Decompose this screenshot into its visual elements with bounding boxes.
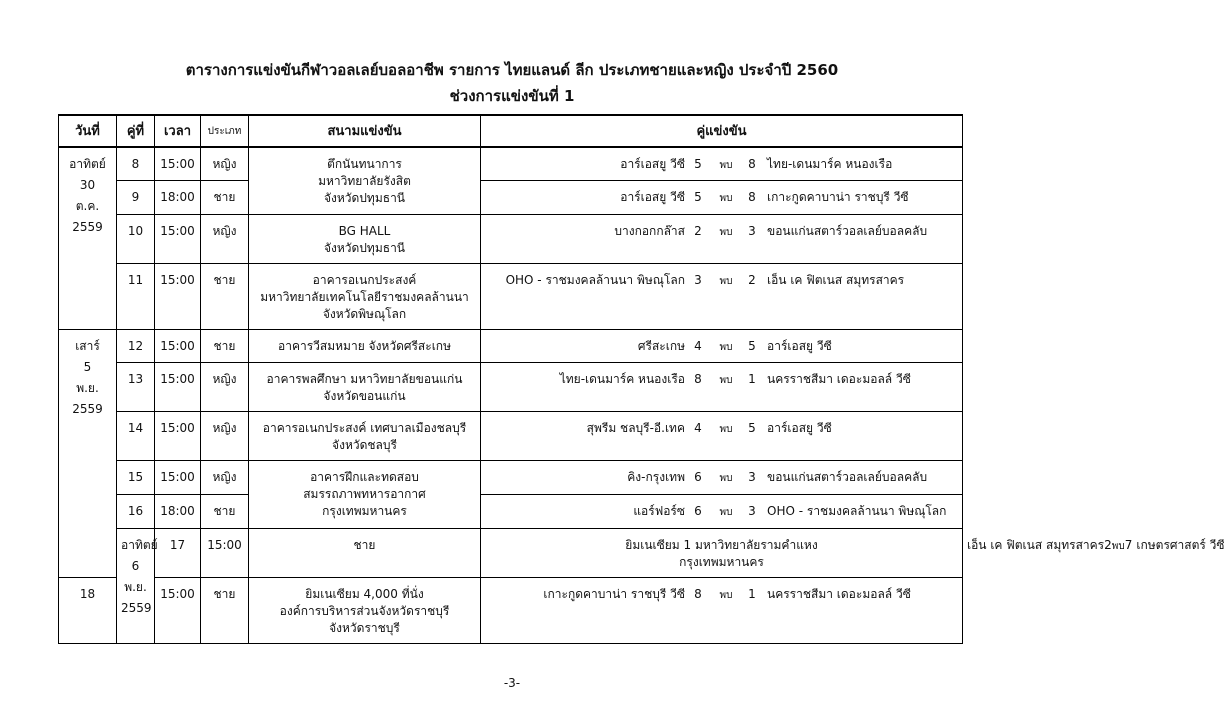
team-a: อาร์เอสยู วีซี <box>620 189 685 204</box>
match-gender: ชาย <box>201 494 249 528</box>
score-a: 6 <box>694 469 702 484</box>
table-row <box>59 494 963 528</box>
team-a: แอร์ฟอร์ซ <box>633 503 685 518</box>
score-a: 4 <box>694 420 702 435</box>
venue-line: จังหวัดราชบุรี <box>329 620 400 635</box>
venue-cell <box>249 329 481 362</box>
venue-line: จังหวัดขอนแก่น <box>323 388 406 403</box>
venue-line: มหาวิทยาลัยรังสิต <box>318 174 411 188</box>
page-number: -3- <box>503 676 521 690</box>
score-b: 1 <box>748 586 756 601</box>
match-cell <box>481 577 963 643</box>
venue-line: สมรรถภาพทหารอากาศ <box>303 486 426 501</box>
score-b: 5 <box>748 338 756 353</box>
venue-line: ยิมเนเซียม 1 มหาวิทยาลัยรามคำแหง <box>625 537 818 552</box>
match-gender: หญิง <box>201 460 249 494</box>
score-a: 5 <box>694 189 702 204</box>
pair-number: 18 <box>59 577 117 643</box>
header-venue: สนามแข่งขัน <box>249 115 481 147</box>
vs-label: พบ <box>719 341 733 353</box>
match-time: 18:00 <box>155 180 201 214</box>
score-a: 5 <box>694 157 702 171</box>
venue-cell <box>249 362 481 411</box>
match-time: 15:00 <box>155 214 201 263</box>
pair-number: 16 <box>117 494 155 528</box>
venue-cell <box>249 147 481 214</box>
day-cell <box>59 147 117 329</box>
team-b: อาร์เอสยู วีซี <box>767 420 832 435</box>
match-cell <box>481 214 963 263</box>
match-cell <box>481 263 963 329</box>
team-b: เกาะกูดคาบาน่า ราชบุรี วีซี <box>767 189 909 204</box>
venue-cell <box>249 214 481 263</box>
match-time: 15:00 <box>155 329 201 362</box>
match-time: 15:00 <box>155 577 201 643</box>
venue-line: ตึกนันทนาการ <box>327 157 402 171</box>
team-a: ศรีสะเกษ <box>637 338 685 353</box>
header-gender: ประเภท <box>201 115 249 147</box>
day-month: พ.ย. <box>76 380 99 395</box>
header-pair: คู่ที่ <box>117 115 155 147</box>
venue-line: องค์การบริหารส่วนจังหวัดราชบุรี <box>279 603 450 618</box>
day-year: 2559 <box>121 600 152 615</box>
score-a: 8 <box>694 371 702 386</box>
score-b: 2 <box>748 272 756 287</box>
day-weekday: อาทิตย์ <box>69 157 106 171</box>
day-year: 2559 <box>72 401 103 416</box>
match-cell <box>481 147 963 180</box>
match-cell <box>481 460 963 494</box>
match-time: 15:00 <box>155 263 201 329</box>
team-a: บางกอกกล๊าส <box>614 223 685 238</box>
vs-label: พบ <box>719 160 733 171</box>
venue-cell <box>481 528 963 577</box>
score-b: 3 <box>748 469 756 484</box>
match-time: 18:00 <box>155 494 201 528</box>
match-gender: ชาย <box>201 263 249 329</box>
team-a: OHO - ราชมงคลล้านนา พิษณุโลก <box>505 272 685 287</box>
vs-label: พบ <box>719 423 733 435</box>
score-a: 8 <box>694 586 702 601</box>
day-month: พ.ย. <box>124 579 147 594</box>
match-gender: หญิง <box>201 411 249 460</box>
match-cell <box>481 494 963 528</box>
header-time: เวลา <box>155 115 201 147</box>
pair-number: 17 <box>155 528 201 577</box>
score-a: 3 <box>694 272 702 287</box>
venue-line: จังหวัดชลบุรี <box>332 437 397 452</box>
match-time: 15:00 <box>155 460 201 494</box>
match-cell <box>481 329 963 362</box>
match-time: 15:00 <box>155 411 201 460</box>
table-row <box>59 362 963 411</box>
venue-line: จังหวัดพิษณุโลก <box>322 306 407 321</box>
day-date: 5 <box>83 359 92 374</box>
day-weekday: อาทิตย์ <box>121 537 158 552</box>
pair-number: 8 <box>117 147 155 180</box>
venue-line: จังหวัดปทุมธานี <box>323 240 406 255</box>
vs-label: พบ <box>719 275 733 287</box>
vs-label: พบ <box>719 226 733 238</box>
team-b: เอ็น เค ฟิตเนส สมุทรสาคร <box>767 272 905 287</box>
score-b: 5 <box>748 420 756 435</box>
match-gender: หญิง <box>201 214 249 263</box>
venue-cell <box>249 411 481 460</box>
team-a: เอ็น เค ฟิตเนส สมุทรสาคร <box>967 537 1105 552</box>
score-b: 7 <box>1124 537 1133 552</box>
team-a: สุพรีม ชลบุรี-อี.เทค <box>586 420 685 435</box>
day-month: ต.ค. <box>75 199 100 213</box>
table-header-row <box>59 115 963 147</box>
document-title: ตารางการแข่งขันกีฬาวอลเลย์บอลอาชีพ รายการ ไทยแลนด์ ลีก ประเภทชายและหญิง ประจำปี 2560 <box>185 61 839 79</box>
venue-line: อาคารพลศึกษา มหาวิทยาลัยขอนแก่น <box>266 371 463 386</box>
score-a: 2 <box>1104 537 1112 552</box>
pair-number: 11 <box>117 263 155 329</box>
vs-label: พบ <box>719 374 733 386</box>
score-a: 6 <box>694 503 702 518</box>
match-gender: ชาย <box>201 180 249 214</box>
day-date: 30 <box>79 178 96 192</box>
table-row <box>59 329 963 362</box>
team-a: อาร์เอสยู วีซี <box>620 157 685 171</box>
venue-line: ยิมเนเซียม 4,000 ที่นั่ง <box>305 586 424 601</box>
venue-line: อาคารอเนกประสงค์ <box>312 272 417 287</box>
score-b: 8 <box>748 157 756 171</box>
team-b: นครราชสีมา เดอะมอลล์ วีซี <box>767 586 911 601</box>
score-b: 1 <box>748 371 756 386</box>
team-a: คิง-กรุงเทพ <box>627 469 685 484</box>
table-row <box>59 577 963 643</box>
day-weekday: เสาร์ <box>75 338 100 353</box>
table-row <box>59 460 963 494</box>
team-b: OHO - ราชมงคลล้านนา พิษณุโลก <box>767 503 947 518</box>
score-a: 2 <box>694 223 702 238</box>
score-a: 4 <box>694 338 702 353</box>
venue-line: จังหวัดปทุมธานี <box>323 191 406 205</box>
team-b: เกษตรศาสตร์ วีซี <box>1136 537 1225 552</box>
match-gender: ชาย <box>249 528 481 577</box>
venue-line: อาคารวีสมหมาย จังหวัดศรีสะเกษ <box>278 338 451 353</box>
pair-number: 15 <box>117 460 155 494</box>
team-b: ไทย-เดนมาร์ค หนองเรือ <box>767 157 893 171</box>
venue-line: กรุงเทพมหานคร <box>679 554 764 569</box>
pair-number: 13 <box>117 362 155 411</box>
match-cell <box>481 362 963 411</box>
team-a: ไทย-เดนมาร์ค หนองเรือ <box>559 371 685 386</box>
match-gender: หญิง <box>201 362 249 411</box>
document-subtitle: ช่วงการแข่งขันที่ 1 <box>449 87 575 105</box>
vs-label: พบ <box>1111 540 1125 552</box>
venue-line: มหาวิทยาลัยเทคโนโลยีราชมงคลล้านนา <box>260 289 469 304</box>
vs-label: พบ <box>719 192 733 204</box>
vs-label: พบ <box>719 589 733 601</box>
match-cell <box>481 180 963 214</box>
match-time: 15:00 <box>155 147 201 180</box>
table-row <box>59 214 963 263</box>
table-row <box>59 528 963 577</box>
match-gender: ชาย <box>201 329 249 362</box>
score-b: 3 <box>748 223 756 238</box>
header-day: วันที่ <box>59 115 117 147</box>
day-year: 2559 <box>72 220 103 234</box>
venue-cell <box>249 577 481 643</box>
pair-number: 9 <box>117 180 155 214</box>
header-match: คู่แข่งขัน <box>481 115 963 147</box>
pair-number: 10 <box>117 214 155 263</box>
table-row <box>59 411 963 460</box>
pair-number: 12 <box>117 329 155 362</box>
match-gender: ชาย <box>201 577 249 643</box>
team-b: ขอนแก่นสตาร์วอลเลย์บอลคลับ <box>767 223 928 238</box>
table-row <box>59 263 963 329</box>
vs-label: พบ <box>719 506 733 518</box>
team-b: ขอนแก่นสตาร์วอลเลย์บอลคลับ <box>767 469 928 484</box>
team-a: เกาะกูดคาบาน่า ราชบุรี วีซี <box>543 586 685 601</box>
team-b: นครราชสีมา เดอะมอลล์ วีซี <box>767 371 911 386</box>
venue-line: อาคารฝึกและทดสอบ <box>310 469 419 484</box>
pair-number: 14 <box>117 411 155 460</box>
vs-label: พบ <box>719 472 733 484</box>
schedule-table <box>58 114 1225 644</box>
match-cell <box>481 411 963 460</box>
day-cell <box>59 329 117 577</box>
venue-line: อาคารอเนกประสงค์ เทศบาลเมืองชลบุรี <box>262 420 467 435</box>
score-b: 3 <box>748 503 756 518</box>
venue-line: กรุงเทพมหานคร <box>322 503 407 518</box>
score-b: 8 <box>748 189 756 204</box>
venue-cell <box>249 263 481 329</box>
table-row <box>59 147 963 180</box>
venue-cell <box>249 460 481 528</box>
day-cell <box>117 528 158 643</box>
venue-line: BG HALL <box>338 223 391 238</box>
match-time: 15:00 <box>155 362 201 411</box>
table-row <box>59 180 963 214</box>
match-time: 15:00 <box>201 528 249 577</box>
match-gender: หญิง <box>201 147 249 180</box>
day-date: 6 <box>131 558 140 573</box>
team-b: อาร์เอสยู วีซี <box>767 338 832 353</box>
